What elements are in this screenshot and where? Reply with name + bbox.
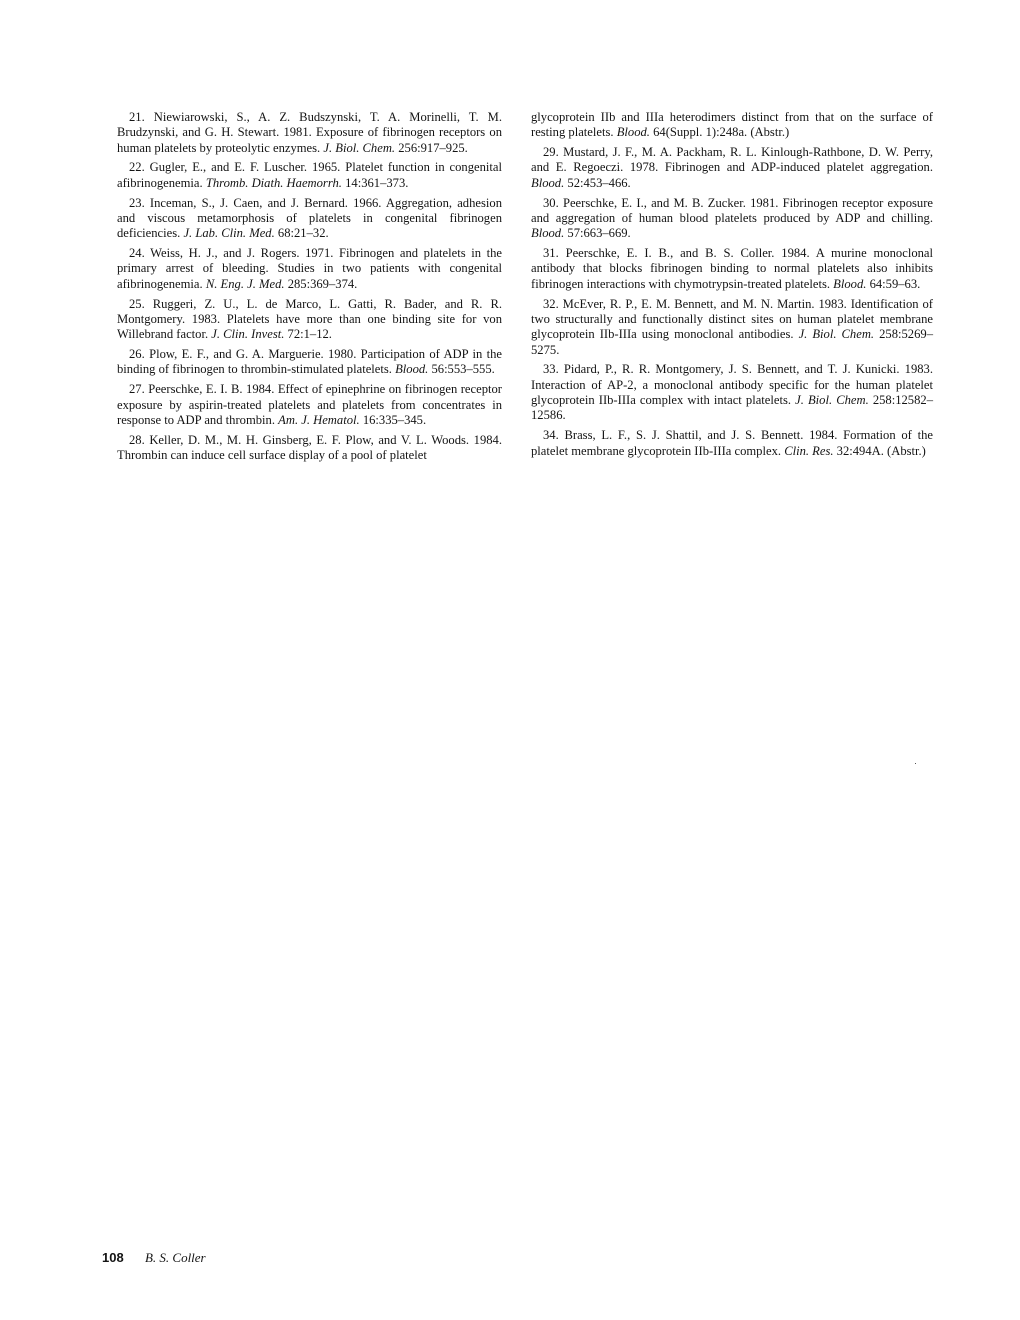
reference-text: 28. Keller, D. M., M. H. Ginsberg, E. F. Plow, and V. L. Woods. 1984. Thrombin can induce cell surface display of a pool of platelet (117, 432, 502, 463)
reference-item (117, 382, 502, 428)
reference-text: 29. Mustard, J. F., M. A. Packham, R. L. Kinlough-Rathbone, D. W. Perry, and E. Regoeczi. 1978. Fibrinogen and ADP-induced platelet aggregation. (531, 145, 933, 175)
citation-details: 68:21–32. (277, 226, 329, 241)
reference-item (117, 160, 502, 191)
journal-title: J. Lab. Clin. Med. (183, 226, 275, 241)
reference-text: 30. Peerschke, E. I., and M. B. Zucker. 1981. Fibrinogen receptor exposure and aggregation of human blood platelets produced by ADP and chilling. (531, 195, 933, 225)
reference-text: 27. Peerschke, E. I. B. 1984. Effect of epinephrine on fibrinogen receptor exposure by aspirin-treated platelets and platelets from concentrates in response to ADP and thrombin. (117, 382, 502, 427)
journal-title: Blood. (531, 175, 565, 190)
reference-text: 33. Pidard, P., R. R. Montgomery, J. S. Bennett, and T. J. Kunicki. 1983. Interaction of AP-2, a monoclonal antibody specific for the human platelet glycoprotein IIb-IIIa complex with intact platelets. (531, 362, 933, 408)
journal-title: Am. J. Hematol. (278, 412, 360, 427)
reference-text: 25. Ruggeri, Z. U., L. de Marco, L. Gatti, R. Bader, and R. R. Montgomery. 1983. Platelets have more than one binding site for von Willebrand factor. (117, 296, 502, 342)
citation-details: 258:12582–12586. (531, 393, 933, 423)
citation-details: 52:453–466. (567, 175, 631, 190)
citation-details: 72:1–12. (287, 327, 332, 342)
citation-details: 16:335–345. (362, 412, 427, 427)
reference-text: 21. Niewiarowski, S., A. Z. Budszynski, T. A. Morinelli, T. M. Brudzynski, and G. H. Stewart. 1981. Exposure of fibrinogen receptors on human platelets by proteolytic enzymes. (117, 110, 502, 155)
reference-item (531, 145, 933, 191)
reference-text: 31. Peerschke, E. I. B., and B. S. Coller. 1984. A murine monoclonal antibody that blocks fibrinogen binding to normal platelets also inhibits fibrinogen interactions with chymotrypsin-treated platelets. (531, 246, 933, 291)
journal-title: J. Clin. Invest. (211, 327, 285, 342)
reference-item (531, 297, 933, 358)
reference-text: 24. Weiss, H. J., and J. Rogers. 1971. Fibrinogen and platelets in the primary arrest of bleeding. Studies in two patients with congenital afibrinogenemia. (117, 246, 502, 291)
reference-item (117, 297, 502, 343)
page-number: 108 (102, 1250, 124, 1265)
journal-title: Clin. Res. (784, 443, 834, 458)
reference-item (531, 110, 933, 141)
reference-item (531, 246, 933, 292)
citation-details: 32:494A. (Abstr.) (836, 443, 926, 458)
running-head: B. S. Coller (144, 1250, 206, 1265)
reference-item (117, 196, 502, 242)
citation-details: 14:361–373. (345, 175, 409, 190)
citation-details: 285:369–374. (287, 276, 358, 291)
citation-details: 57:663–669. (567, 226, 631, 241)
reference-text: 22. Gugler, E., and E. F. Luscher. 1965. Platelet function in congenital afibrinogenemia. (117, 160, 502, 190)
citation-details: 258:5269–5275. (531, 327, 933, 357)
journal-title: J. Biol. Chem. (323, 140, 396, 155)
scan-speck (915, 763, 916, 764)
citation-details: 64:59–63. (869, 276, 921, 291)
reference-item (531, 428, 933, 459)
page-footer (102, 1250, 206, 1266)
journal-title: N. Eng. J. Med. (205, 276, 285, 291)
journal-title: Blood. (531, 226, 565, 241)
journal-title: Blood. (616, 125, 650, 140)
citation-details: 56:553–555. (431, 362, 495, 377)
reference-item (117, 246, 502, 292)
right-column (531, 110, 933, 463)
citation-details: 64(Suppl. 1):248a. (Abstr.) (653, 125, 790, 140)
reference-text: 32. McEver, R. P., E. M. Bennett, and M. N. Martin. 1983. Identification of two structurally and functionally distinct sites on human platelet membrane glycoprotein IIb-IIIa using monoclonal antibodies. (531, 296, 933, 342)
reference-item (117, 110, 502, 156)
journal-title: Thromb. Diath. Haemorrh. (205, 175, 342, 190)
reference-item (117, 433, 502, 464)
reference-text: 26. Plow, E. F., and G. A. Marguerie. 1980. Participation of ADP in the binding of fibrinogen to thrombin-stimulated platelets. (117, 347, 502, 377)
reference-text: 23. Inceman, S., J. Caen, and J. Bernard. 1966. Aggregation, adhesion and viscous metamorphosis of platelets in congenital fibrinogen deficiencies. (117, 195, 502, 241)
journal-title: Blood. (395, 362, 429, 377)
journal-title: J. Biol. Chem. (795, 393, 869, 408)
reference-item (117, 347, 502, 378)
reference-item (531, 362, 933, 423)
journal-title: Blood. (833, 276, 867, 291)
reference-item (531, 196, 933, 242)
reference-text: glycoprotein IIb and IIIa heterodimers distinct from that on the surface of resting platelets. (531, 110, 933, 140)
journal-title: J. Biol. Chem. (798, 327, 875, 342)
citation-details: 256:917–925. (398, 140, 468, 155)
reference-text: 34. Brass, L. F., S. J. Shattil, and J. S. Bennett. 1984. Formation of the platelet membrane glycoprotein IIb-IIIa complex. (531, 428, 933, 458)
left-column (117, 110, 502, 468)
